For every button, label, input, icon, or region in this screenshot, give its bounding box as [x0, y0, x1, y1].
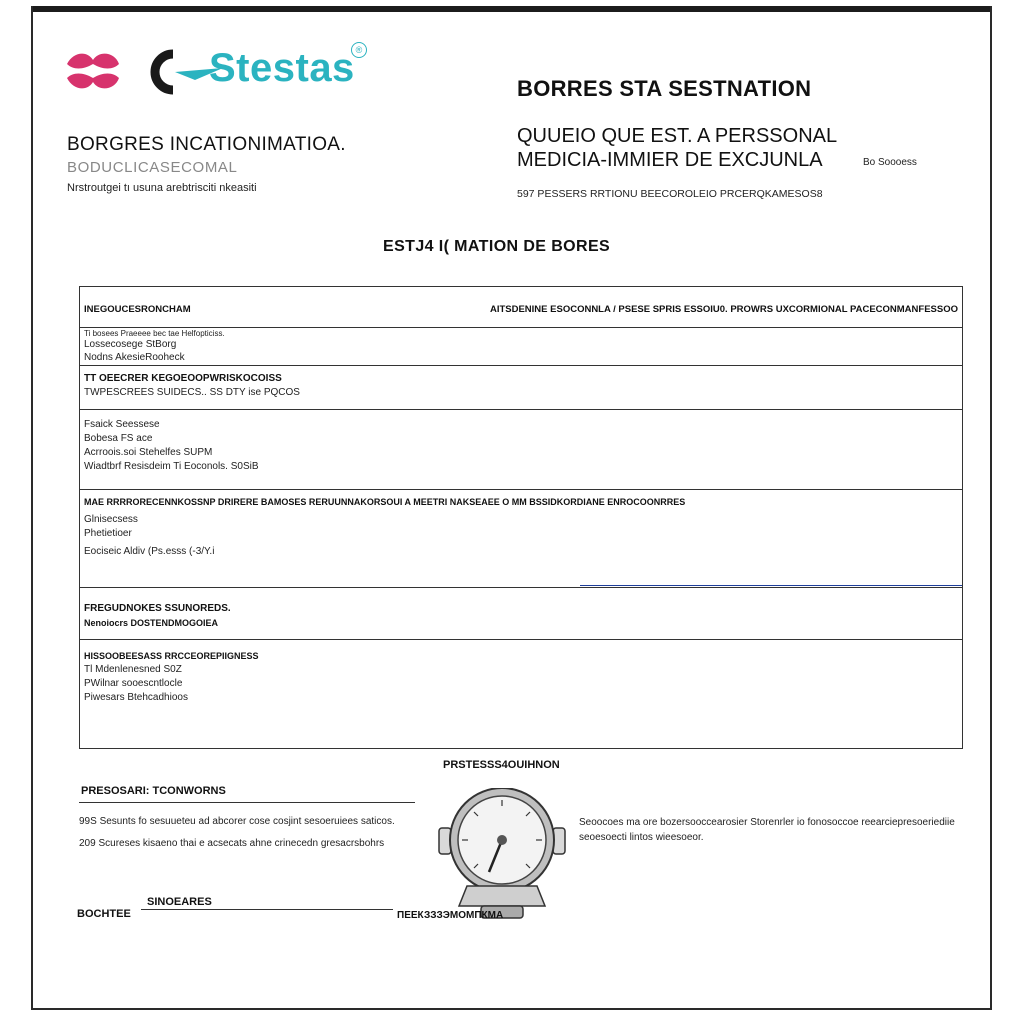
row-6-head: HISSOOBEESASS RRCCEOREPIIGNESS — [84, 651, 259, 661]
signature-right-label: ПЕЕКЗЗЗЭМОМПКМА — [397, 910, 504, 921]
bottom-left-title: PRESOSARI: TCONWORNS — [81, 785, 226, 797]
row-3-line: Fsaick Seessese — [84, 419, 160, 430]
signature-line — [141, 909, 393, 910]
row-1-line: Lossecosege StBorg — [84, 339, 177, 350]
section-title: ESTJ4 I( MATION DE BORES — [383, 238, 611, 255]
row-1-line: Nodns AkesieRooheck — [84, 352, 185, 363]
document-page — [31, 6, 992, 1010]
table-row-3 — [84, 418, 259, 474]
bottom-right-text-1: Seoocoes ma ore bozersooccearosier Storenrler io fonosoccoe reearciepresoeriediie — [579, 817, 955, 828]
table-divider — [80, 409, 962, 410]
top-border — [33, 6, 990, 12]
table-divider — [80, 365, 962, 366]
row-1-line: Ti bosees Praeeee bec tae Helfopticiss. — [84, 329, 225, 338]
row-4-line: Glnisecsess — [84, 514, 138, 525]
brand-name: Stestas — [209, 46, 355, 90]
row-6-line: Piwesars Btehcadhioos — [84, 692, 188, 703]
bottom-center-title: PRSTESSS4OUIHNON — [443, 759, 560, 771]
row-6-line: Tl Mdenlenesned S0Z — [84, 664, 182, 675]
right-header-small-text: 597 PESSERS RRTIONU BEECOROLEIO PRCERQKAMESOS8 — [517, 188, 823, 200]
registered-mark: ® — [351, 42, 367, 58]
table-divider — [80, 327, 962, 328]
signature-left-label: BOCHTEE — [77, 908, 131, 920]
left-header-subtitle: BODUCLICASECOMAL — [67, 159, 238, 176]
row-5-line: Nenoiocrs DOSTENDMOGOIEA — [84, 618, 219, 628]
right-header-tag: Bo Soooess — [863, 157, 917, 168]
bottom-right-text-2: seoesoecti lintos wieesoeor. — [579, 832, 704, 843]
row-4-line: Phetietioer — [84, 528, 132, 539]
table-row-6 — [84, 649, 259, 705]
table-accent-divider — [580, 585, 962, 586]
row-2-line: TWPESCREES SUIDECS.. SS DTY ise PQCOS — [84, 387, 300, 398]
row-3-line: Acrroois.soi Stehelfes SUPM — [84, 447, 213, 458]
table-row-4 — [84, 495, 685, 559]
table-header-left: INEGOUCESRONCHAM — [84, 304, 191, 315]
right-header-line-2: MEDICIA-IMMIER DE EXCJUNLA — [517, 149, 823, 171]
left-header-small-text: Nrstroutgei tı usuna arebtrisciti nkeasiti — [67, 182, 257, 194]
table-row-2 — [84, 372, 300, 400]
row-5-head: FREGUDNOKES SSUNOREDS. — [84, 603, 231, 614]
info-table — [79, 286, 963, 749]
signature-label: SINOEARES — [147, 896, 212, 908]
right-header-title: BORRES STA SESTNATION — [517, 76, 812, 101]
table-row-5 — [84, 602, 231, 630]
table-row-1 — [84, 329, 225, 365]
row-4-head: MAE RRRRORECENNKOSSNP DRIRERE BAMOSES RERUUNNAKORSOUI A MEETRI NAKSEAEE O MM BSSIDKORDIANE ENROCOONRRES — [84, 497, 686, 507]
row-6-line: PWilnar sooescntlocle — [84, 678, 183, 689]
bottom-left-line-2: 209 Scureses kisaeno thai e acsecats ahne crinecedn gresacrsbohrs — [79, 838, 385, 849]
right-header-line-1: QUUEIO QUE EST. A PERSSONAL — [517, 125, 838, 147]
row-4-line: Eociseic Aldiv (Ps.esss (-3/Y.i — [84, 546, 215, 557]
table-header-right: AITSDENINE ESOCONNLA / PSESE SPRIS ESSOIU0. PROWRS UXCORMIONAL PACECONMANFESSOO — [489, 304, 958, 315]
bottom-left-rule — [79, 802, 415, 803]
table-divider — [80, 639, 962, 640]
table-divider — [80, 587, 962, 588]
table-divider — [80, 489, 962, 490]
row-3-line: Wiadtbrf Resisdeim Ti Eoconols. S0SiB — [84, 461, 259, 472]
bottom-left-line-1: 99S Sesunts fo sesuueteu ad abcorer cose cosjint sesoeruiees saticos. — [79, 816, 395, 827]
pressure-gauge-icon — [437, 788, 567, 923]
row-3-line: Bobesa FS ace — [84, 433, 153, 444]
left-header-title: BORGRES INCATIONIMATIOA. — [67, 134, 346, 155]
row-2-head: TT OEECRER KEGOEOOPWRISKOCOISS — [84, 373, 282, 384]
